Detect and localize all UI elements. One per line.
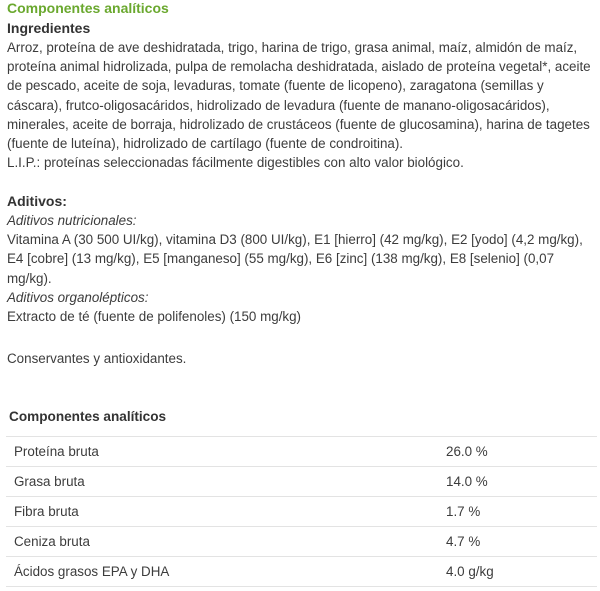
nutritional-additives-label: Aditivos nutricionales: [7,213,137,228]
table-row [6,497,597,527]
component-name: Proteína bruta [6,437,444,467]
table-row [6,437,597,467]
ingredients-text: Arroz, proteína de ave deshidratada, trigo, harina de trigo, grasa animal, maíz, almidón de maíz, proteína animal hidrolizada, pulpa de remolacha deshidratada, aislado de proteína vegetal*, aceite de pescado, aceite de soja, levaduras, tomate (fuente de licopeno), zaragatona (semillas y cáscara), frutco-oligosacáridos, hidrolizado de levadura (fuente de manano-oligosacáridos), minerales, aceite de borraja, hidrolizado de crustáceos (fuente de glucosamina), harina de tagetes (fuente de luteína), hidrolizado de cartílago (fuente de condroitina). [7,40,591,152]
nutritional-additives-text: Vitamina A (30 500 UI/kg), vitamina D3 (800 UI/kg), E1 [hierro] (42 mg/kg), E2 [yodo] (4,2 mg/kg), E4 [cobre] (13 mg/kg), E5 [manganeso] (55 mg/kg), E6 [zinc] (138 mg/kg), E8 [selenio] (0,07 mg/kg). [7,232,583,286]
product-composition-panel [7,0,595,579]
organoleptic-additives-text: Extracto de té (fuente de polifenoles) (150 mg/kg) [7,309,302,325]
analytic-components-heading: Componentes analíticos [9,409,167,424]
organoleptic-additives-label: Aditivos organolépticos: [7,289,149,305]
component-value: 4.0 g/kg [444,557,597,587]
lip-note: L.I.P.: proteínas seleccionadas fácilmente digestibles con alto valor biológico. [7,155,464,171]
section-tab-title[interactable]: Componentes analíticos [7,0,169,16]
preservatives-text: Conservantes y antioxidantes. [7,351,187,366]
table-row [6,557,597,587]
ingredients-section [7,19,595,172]
additives-heading: Aditivos: [7,193,67,209]
component-value: 1.7 % [444,497,597,527]
component-value: 26.0 % [444,437,597,467]
component-value: 4.7 % [444,527,597,557]
component-name: Grasa bruta [6,467,444,497]
additives-section [7,192,595,326]
table-row [6,527,597,557]
table-row [6,467,597,497]
analytic-components-table [6,436,597,587]
component-name: Ceniza bruta [6,527,444,557]
ingredients-heading: Ingredientes [7,20,91,36]
component-name: Ácidos grasos EPA y DHA [6,557,444,587]
component-value: 14.0 % [444,467,597,497]
component-name: Fibra bruta [6,497,444,527]
